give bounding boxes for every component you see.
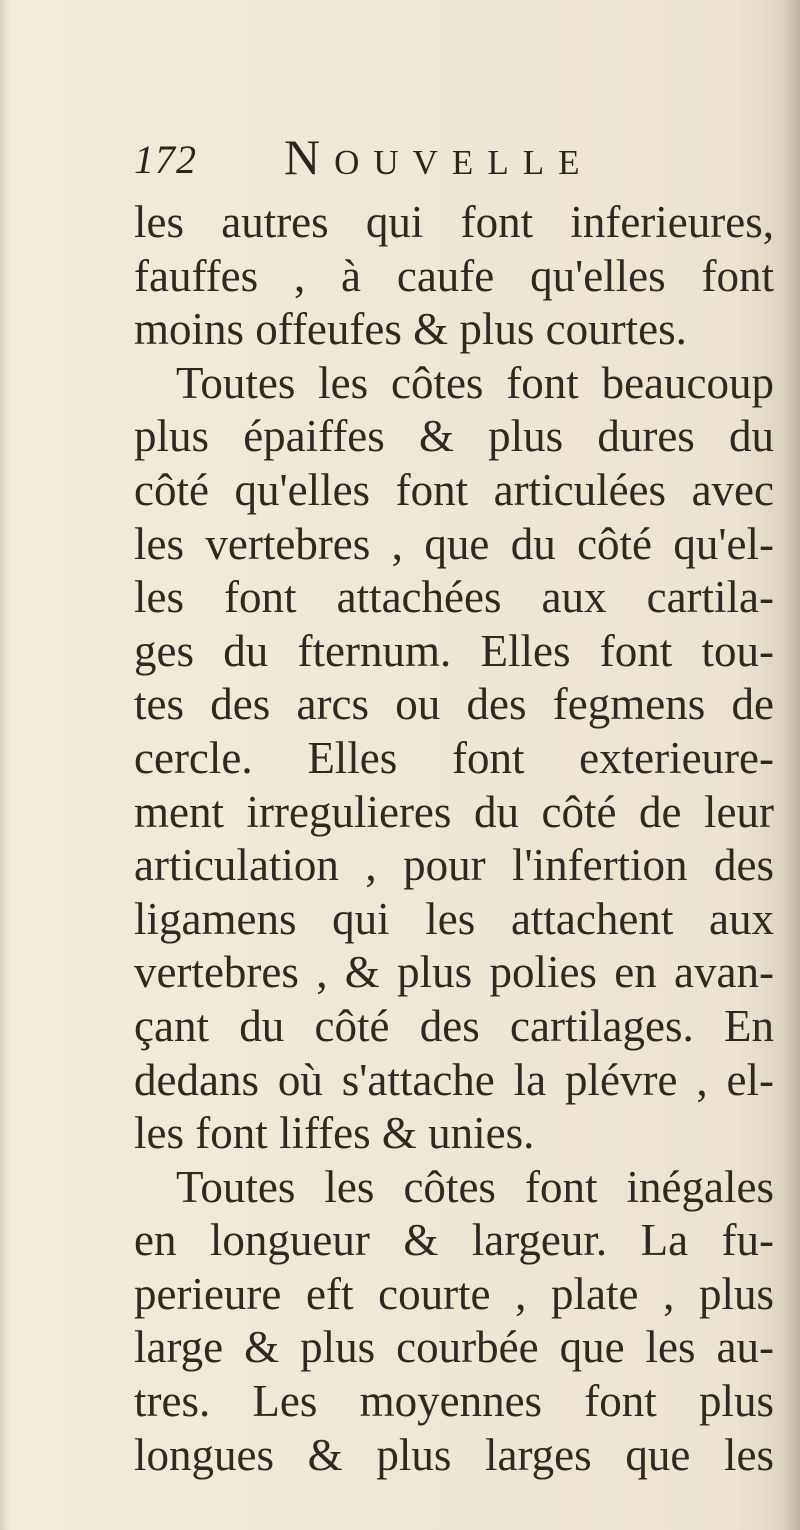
text-line: ment irregulieres du côté de leur [134,786,774,837]
text-line: large & plus courbée que les au- [134,1322,774,1373]
text-line: les font attachées aux cartila- [134,572,774,623]
text-line: Toutes les côtes font inégales [176,1161,774,1212]
page-edge-shadow [0,0,10,1530]
text-line: plus épaiffes & plus dures du [134,411,774,462]
text-line: ges du fternum. Elles font tou- [134,625,774,676]
text-line: Toutes les côtes font beaucoup [176,357,774,408]
spine-shadow [782,0,800,1530]
text-line: vertebres , & plus polies en avan- [134,947,774,998]
text-line: articulation , pour l'infertion des [134,840,774,891]
text-line: cercle. Elles font exterieure- [134,732,774,783]
text-line: en longueur & largeur. La fu- [134,1215,774,1266]
text-line: les font liffes & unies. [134,1108,535,1159]
text-line: moins offeufes & plus courtes. [134,304,687,355]
body-text [134,196,774,1482]
text-line: côté qu'elles font articulées avec [134,464,774,515]
text-line: perieure eft courte , plate , plus [134,1268,774,1319]
text-line: fauffes , à caufe qu'elles font [134,250,774,301]
text-line: ligamens qui les attachent aux [134,893,774,944]
text-line: longues & plus larges que les [134,1429,774,1480]
text-line: les vertebres , que du côté qu'el- [134,518,774,569]
text-line: çant du côté des cartilages. En [134,1000,774,1051]
page-number: 172 [134,137,197,182]
text-line: dedans où s'attache la plévre , el- [134,1054,774,1105]
text-line: tres. Les moyennes font plus [134,1376,774,1427]
text-line: tes des arcs ou des fegmens de [134,679,774,730]
page-header [134,128,774,198]
text-line: les autres qui font inferieures, [134,197,774,247]
running-head: Nouvelle [284,129,594,185]
